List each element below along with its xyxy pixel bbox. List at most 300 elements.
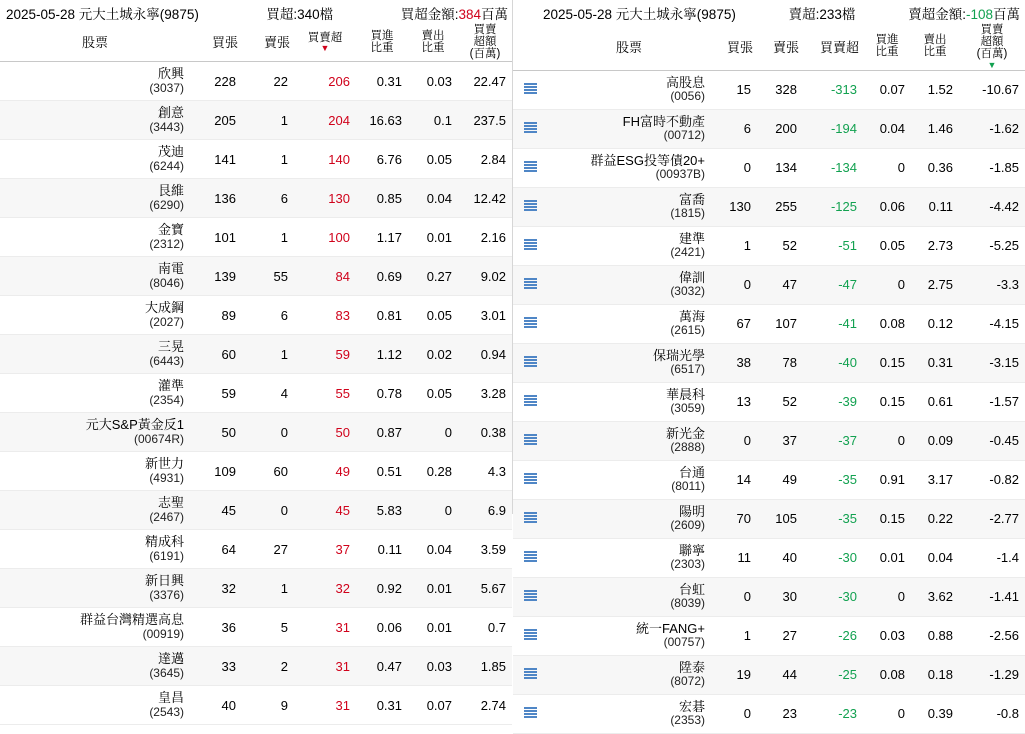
list-icon[interactable] bbox=[524, 707, 537, 718]
buy-ratio: 0.04 bbox=[863, 109, 911, 148]
sell-ratio: 0.05 bbox=[408, 140, 458, 179]
col-header-stock[interactable]: 股票 bbox=[0, 25, 190, 62]
sell-lots: 107 bbox=[757, 304, 803, 343]
buy-lots: 33 bbox=[190, 647, 242, 686]
buy-panel bbox=[0, 0, 512, 719]
buy-ratio: 1.17 bbox=[356, 218, 408, 257]
stock-name: 艮維 bbox=[157, 183, 184, 198]
buy-ratio: 0.03 bbox=[863, 616, 911, 655]
net-amount: -3.15 bbox=[959, 343, 1025, 382]
sell-lots: 328 bbox=[757, 70, 803, 109]
col-header-amount-line1: 買賣 bbox=[980, 24, 1004, 36]
list-icon[interactable] bbox=[524, 200, 537, 211]
buy-amount-prefix: 買超金額: bbox=[400, 7, 459, 22]
stock-name-cell[interactable] bbox=[547, 694, 711, 733]
net-amount: -1.85 bbox=[959, 148, 1025, 187]
table-row[interactable] bbox=[0, 491, 512, 530]
list-icon-cell[interactable] bbox=[513, 655, 547, 694]
sell-ratio: 1.46 bbox=[911, 109, 959, 148]
stock-name-cell[interactable] bbox=[0, 413, 190, 452]
col-header-buy-ratio-line2: 比重 bbox=[370, 42, 394, 54]
table-row[interactable] bbox=[513, 187, 1025, 226]
stock-name-cell[interactable] bbox=[0, 335, 190, 374]
sort-desc-icon: ▼ bbox=[987, 59, 997, 70]
stock-name-cell[interactable] bbox=[547, 226, 711, 265]
buy-ratio: 0.06 bbox=[356, 608, 408, 647]
table-row[interactable] bbox=[0, 452, 512, 491]
list-icon[interactable] bbox=[524, 668, 537, 679]
buy-lots: 50 bbox=[190, 413, 242, 452]
list-icon[interactable] bbox=[524, 473, 537, 484]
list-icon[interactable] bbox=[524, 551, 537, 562]
col-header-buy-lots[interactable]: 買張 bbox=[190, 25, 242, 62]
stock-name: 新世力 bbox=[144, 456, 184, 471]
net-amount: -5.25 bbox=[959, 226, 1025, 265]
buy-lots: 228 bbox=[190, 62, 242, 101]
col-header-amount-line2: 超額 bbox=[473, 36, 497, 49]
stock-name-cell[interactable] bbox=[0, 101, 190, 140]
list-icon-cell[interactable] bbox=[513, 577, 547, 616]
net-amount: 3.28 bbox=[458, 374, 512, 413]
buy-lots: 205 bbox=[190, 101, 242, 140]
stock-name-cell[interactable] bbox=[547, 460, 711, 499]
list-icon[interactable] bbox=[524, 239, 537, 250]
net-lots: 59 bbox=[294, 335, 356, 374]
sell-lots: 27 bbox=[757, 616, 803, 655]
list-icon-cell[interactable] bbox=[513, 694, 547, 733]
buy-panel-header bbox=[0, 0, 512, 25]
table-row[interactable] bbox=[0, 686, 512, 725]
list-icon[interactable] bbox=[524, 161, 537, 172]
list-icon-cell[interactable] bbox=[513, 538, 547, 577]
table-row[interactable] bbox=[0, 296, 512, 335]
net-lots: 204 bbox=[294, 101, 356, 140]
buy-ratio: 0.92 bbox=[356, 569, 408, 608]
stock-name: 達邁 bbox=[157, 651, 184, 666]
stock-name-cell[interactable] bbox=[0, 569, 190, 608]
stock-code: (0056) bbox=[670, 89, 705, 104]
stock-name-cell[interactable] bbox=[547, 616, 711, 655]
stock-name-cell[interactable] bbox=[547, 109, 711, 148]
list-icon-cell[interactable] bbox=[513, 109, 547, 148]
stock-name-cell[interactable] bbox=[0, 530, 190, 569]
net-amount: 12.42 bbox=[458, 179, 512, 218]
sell-lots: 5 bbox=[242, 608, 294, 647]
net-lots: -41 bbox=[803, 304, 863, 343]
list-icon[interactable] bbox=[524, 629, 537, 640]
stock-code: (2303) bbox=[670, 557, 705, 572]
stock-name: FH富時不動產 bbox=[622, 113, 705, 129]
table-row[interactable] bbox=[513, 109, 1025, 148]
table-row[interactable] bbox=[0, 218, 512, 257]
stock-code: (2027) bbox=[149, 314, 184, 329]
stock-name-cell[interactable] bbox=[0, 179, 190, 218]
buy-ratio: 0.87 bbox=[356, 413, 408, 452]
stock-name-cell[interactable] bbox=[547, 577, 711, 616]
sell-amount-unit: 百萬 bbox=[993, 7, 1020, 22]
table-row[interactable] bbox=[513, 304, 1025, 343]
sell-ratio: 0.28 bbox=[408, 452, 458, 491]
list-icon[interactable] bbox=[524, 590, 537, 601]
sell-lots: 4 bbox=[242, 374, 294, 413]
table-row[interactable] bbox=[0, 257, 512, 296]
sell-lots: 52 bbox=[757, 382, 803, 421]
stock-code: (00937B) bbox=[655, 167, 705, 182]
table-row[interactable] bbox=[513, 421, 1025, 460]
col-header-buy-ratio[interactable] bbox=[863, 25, 911, 70]
sell-count-label: 賣超:233檔 bbox=[788, 7, 856, 22]
stock-name: 創意 bbox=[157, 105, 184, 120]
stock-name-cell[interactable] bbox=[547, 382, 711, 421]
sell-ratio: 1.52 bbox=[911, 70, 959, 109]
list-icon-cell[interactable] bbox=[513, 460, 547, 499]
stock-name: 皇昌 bbox=[157, 690, 184, 705]
buy-lots: 64 bbox=[190, 530, 242, 569]
net-amount: -2.56 bbox=[959, 616, 1025, 655]
buy-ratio: 0.08 bbox=[863, 655, 911, 694]
stock-name-cell[interactable] bbox=[547, 304, 711, 343]
list-icon-cell[interactable] bbox=[513, 70, 547, 109]
col-header-sell-lots[interactable]: 賣張 bbox=[757, 25, 803, 70]
buy-lots: 89 bbox=[190, 296, 242, 335]
stock-code: (2312) bbox=[149, 236, 184, 251]
buy-ratio: 0 bbox=[863, 148, 911, 187]
net-lots: 55 bbox=[294, 374, 356, 413]
stock-code: (2421) bbox=[670, 245, 705, 260]
sell-amount-value: -108 bbox=[965, 7, 993, 22]
sell-lots: 1 bbox=[242, 218, 294, 257]
net-amount: -3.3 bbox=[959, 265, 1025, 304]
sell-lots: 60 bbox=[242, 452, 294, 491]
buy-ratio: 0.15 bbox=[863, 343, 911, 382]
list-icon[interactable] bbox=[524, 512, 537, 523]
table-row[interactable] bbox=[513, 148, 1025, 187]
list-icon-cell[interactable] bbox=[513, 187, 547, 226]
col-header-sell-ratio[interactable] bbox=[408, 25, 458, 62]
buy-ratio: 0.31 bbox=[356, 62, 408, 101]
sell-ratio: 0.04 bbox=[408, 530, 458, 569]
sell-ratio: 0.03 bbox=[408, 647, 458, 686]
buy-ratio: 0.15 bbox=[863, 382, 911, 421]
col-header-buy-ratio-line1: 買進 bbox=[370, 30, 394, 43]
sell-ratio: 0.02 bbox=[408, 335, 458, 374]
sell-ratio: 3.62 bbox=[911, 577, 959, 616]
net-lots: 45 bbox=[294, 491, 356, 530]
buy-count-label: 買超:340檔 bbox=[266, 7, 334, 22]
stock-code: (00757) bbox=[663, 635, 705, 650]
list-icon-cell[interactable] bbox=[513, 421, 547, 460]
col-header-amount[interactable] bbox=[458, 25, 512, 62]
buy-ratio: 0.15 bbox=[863, 499, 911, 538]
table-row[interactable] bbox=[0, 413, 512, 452]
stock-code: (2354) bbox=[149, 392, 184, 407]
sell-lots: 0 bbox=[242, 491, 294, 530]
sell-panel bbox=[512, 0, 1024, 728]
buy-ratio: 0.78 bbox=[356, 374, 408, 413]
stock-name-cell[interactable] bbox=[0, 647, 190, 686]
stock-code: (2543) bbox=[149, 704, 184, 719]
stock-code: (3376) bbox=[149, 587, 184, 602]
sell-ratio: 0.12 bbox=[911, 304, 959, 343]
buy-lots: 38 bbox=[711, 343, 757, 382]
net-amount: 4.3 bbox=[458, 452, 512, 491]
sell-lots: 1 bbox=[242, 335, 294, 374]
list-icon[interactable] bbox=[524, 83, 537, 94]
sort-desc-icon: ▼ bbox=[320, 43, 330, 54]
sell-lots: 40 bbox=[757, 538, 803, 577]
stock-code: (3032) bbox=[670, 284, 705, 299]
stock-name: 保瑞光學 bbox=[652, 347, 705, 363]
sell-lots: 200 bbox=[757, 109, 803, 148]
table-row[interactable] bbox=[513, 460, 1025, 499]
list-icon-cell[interactable] bbox=[513, 382, 547, 421]
buy-ratio: 5.83 bbox=[356, 491, 408, 530]
list-icon-cell[interactable] bbox=[513, 265, 547, 304]
col-header-amount[interactable] bbox=[959, 25, 1025, 70]
buy-ratio: 0 bbox=[863, 694, 911, 733]
net-lots: 206 bbox=[294, 62, 356, 101]
table-row[interactable] bbox=[513, 382, 1025, 421]
buy-lots: 40 bbox=[190, 686, 242, 725]
table-row[interactable] bbox=[513, 577, 1025, 616]
buy-lots: 45 bbox=[190, 491, 242, 530]
table-row[interactable] bbox=[513, 70, 1025, 109]
stock-name-cell[interactable] bbox=[547, 187, 711, 226]
net-lots: -47 bbox=[803, 265, 863, 304]
net-lots: -23 bbox=[803, 694, 863, 733]
stock-name: 新光金 bbox=[665, 425, 705, 441]
buy-lots: 0 bbox=[711, 421, 757, 460]
net-amount: 22.47 bbox=[458, 62, 512, 101]
sell-lots: 105 bbox=[757, 499, 803, 538]
net-lots: -51 bbox=[803, 226, 863, 265]
stock-name-cell[interactable] bbox=[547, 70, 711, 109]
sell-ratio: 0.05 bbox=[408, 296, 458, 335]
buy-ratio: 0.31 bbox=[356, 686, 408, 725]
col-header-amount-line3: (百萬) bbox=[469, 47, 501, 60]
stock-name-cell[interactable] bbox=[0, 62, 190, 101]
col-header-sell-ratio-line2: 比重 bbox=[421, 42, 445, 54]
col-header-sell-ratio-line1: 賣出 bbox=[421, 30, 445, 43]
net-lots: -125 bbox=[803, 187, 863, 226]
stock-name: 南電 bbox=[157, 261, 184, 276]
sell-ratio: 0.05 bbox=[408, 374, 458, 413]
col-header-buy-ratio-line2: 比重 bbox=[875, 46, 899, 59]
stock-name-cell[interactable] bbox=[0, 452, 190, 491]
list-icon[interactable] bbox=[524, 278, 537, 289]
table-row[interactable] bbox=[0, 140, 512, 179]
sell-panel-title: 2025-05-28 元大土城永寧(9875) bbox=[543, 7, 736, 22]
stock-name-cell[interactable] bbox=[0, 140, 190, 179]
sell-lots: 30 bbox=[757, 577, 803, 616]
stock-name-cell[interactable] bbox=[0, 257, 190, 296]
stock-name-cell[interactable] bbox=[547, 265, 711, 304]
stock-code: (8039) bbox=[670, 596, 705, 611]
col-header-amount-line3: (百萬) bbox=[976, 47, 1008, 60]
buy-ratio: 16.63 bbox=[356, 101, 408, 140]
sell-table-body bbox=[513, 70, 1025, 733]
buy-lots: 15 bbox=[711, 70, 757, 109]
list-icon-cell[interactable] bbox=[513, 304, 547, 343]
col-header-buy-ratio-line1: 買進 bbox=[875, 34, 899, 47]
stock-name-cell[interactable] bbox=[0, 218, 190, 257]
table-row[interactable] bbox=[0, 335, 512, 374]
list-icon-cell[interactable] bbox=[513, 616, 547, 655]
table-row[interactable] bbox=[513, 343, 1025, 382]
stock-name-cell[interactable] bbox=[547, 421, 711, 460]
stock-name: 萬海 bbox=[678, 308, 705, 324]
table-row[interactable] bbox=[0, 569, 512, 608]
buy-lots: 101 bbox=[190, 218, 242, 257]
stock-name: 灌準 bbox=[157, 378, 184, 393]
list-icon-cell[interactable] bbox=[513, 148, 547, 187]
stock-name-cell[interactable] bbox=[0, 491, 190, 530]
sell-lots: 1 bbox=[242, 569, 294, 608]
table-row[interactable] bbox=[0, 608, 512, 647]
table-row[interactable] bbox=[513, 265, 1025, 304]
net-lots: -30 bbox=[803, 538, 863, 577]
list-icon[interactable] bbox=[524, 356, 537, 367]
col-header-net[interactable]: 買賣超 bbox=[803, 25, 863, 70]
table-row[interactable] bbox=[513, 538, 1025, 577]
buy-ratio: 0 bbox=[863, 265, 911, 304]
sell-ratio: 0.01 bbox=[408, 569, 458, 608]
buy-lots: 59 bbox=[190, 374, 242, 413]
sell-lots: 134 bbox=[757, 148, 803, 187]
buy-lots: 19 bbox=[711, 655, 757, 694]
sell-ratio: 0 bbox=[408, 413, 458, 452]
buy-lots: 1 bbox=[711, 226, 757, 265]
sell-ratio: 0.27 bbox=[408, 257, 458, 296]
stock-name-cell[interactable] bbox=[547, 148, 711, 187]
sell-ratio: 0.31 bbox=[911, 343, 959, 382]
net-amount: 2.84 bbox=[458, 140, 512, 179]
col-header-buy-lots[interactable]: 買張 bbox=[711, 25, 757, 70]
buy-ratio: 0.08 bbox=[863, 304, 911, 343]
net-lots: -37 bbox=[803, 421, 863, 460]
net-amount: -1.4 bbox=[959, 538, 1025, 577]
buy-lots: 0 bbox=[711, 148, 757, 187]
list-icon[interactable] bbox=[524, 122, 537, 133]
table-row[interactable] bbox=[0, 62, 512, 101]
buy-ratio: 0 bbox=[863, 421, 911, 460]
table-row[interactable] bbox=[513, 226, 1025, 265]
sell-lots: 1 bbox=[242, 101, 294, 140]
net-lots: -30 bbox=[803, 577, 863, 616]
stock-name: 新日興 bbox=[144, 573, 184, 588]
table-row[interactable] bbox=[0, 101, 512, 140]
net-amount: 2.74 bbox=[458, 686, 512, 725]
net-lots: -39 bbox=[803, 382, 863, 421]
net-amount: 3.01 bbox=[458, 296, 512, 335]
sell-ratio: 3.17 bbox=[911, 460, 959, 499]
stock-code: (2615) bbox=[670, 323, 705, 338]
stock-code: (3443) bbox=[149, 119, 184, 134]
list-icon-cell[interactable] bbox=[513, 226, 547, 265]
stock-name: 統一FANG+ bbox=[636, 620, 705, 636]
stock-code: (2353) bbox=[670, 713, 705, 728]
list-icon[interactable] bbox=[524, 434, 537, 445]
stock-name: 偉訓 bbox=[678, 269, 705, 285]
stock-name-cell[interactable] bbox=[547, 655, 711, 694]
table-row[interactable] bbox=[0, 530, 512, 569]
net-amount: 1.85 bbox=[458, 647, 512, 686]
stock-name-cell[interactable] bbox=[0, 374, 190, 413]
stock-name: 台虹 bbox=[678, 581, 705, 597]
stock-code: (6443) bbox=[149, 353, 184, 368]
stock-name: 欣興 bbox=[157, 66, 184, 81]
net-amount: -4.15 bbox=[959, 304, 1025, 343]
stock-name-cell[interactable] bbox=[0, 686, 190, 725]
stock-code: (3037) bbox=[149, 80, 184, 95]
buy-lots: 6 bbox=[711, 109, 757, 148]
buy-lots: 11 bbox=[711, 538, 757, 577]
buy-ratio: 0.85 bbox=[356, 179, 408, 218]
stock-name: 元大S&P黃金反1 bbox=[85, 417, 184, 432]
stock-code: (3645) bbox=[149, 665, 184, 680]
net-amount: 6.9 bbox=[458, 491, 512, 530]
stock-code: (4931) bbox=[149, 470, 184, 485]
stock-name-cell[interactable] bbox=[0, 608, 190, 647]
sell-ratio: 0 bbox=[408, 491, 458, 530]
stock-name-cell[interactable] bbox=[0, 296, 190, 335]
table-row[interactable] bbox=[513, 655, 1025, 694]
list-icon-cell[interactable] bbox=[513, 499, 547, 538]
net-amount: 237.5 bbox=[458, 101, 512, 140]
list-icon-cell[interactable] bbox=[513, 343, 547, 382]
sell-lots: 55 bbox=[242, 257, 294, 296]
sell-ratio: 0.11 bbox=[911, 187, 959, 226]
stock-code: (8046) bbox=[149, 275, 184, 290]
table-row[interactable] bbox=[0, 647, 512, 686]
net-lots: 31 bbox=[294, 647, 356, 686]
table-row[interactable] bbox=[513, 499, 1025, 538]
net-lots: 100 bbox=[294, 218, 356, 257]
net-lots: 130 bbox=[294, 179, 356, 218]
col-header-sell-ratio-line2: 比重 bbox=[923, 46, 947, 59]
net-amount: -2.77 bbox=[959, 499, 1025, 538]
stock-name-cell[interactable] bbox=[547, 343, 711, 382]
col-header-sell-lots[interactable]: 賣張 bbox=[242, 25, 294, 62]
sell-ratio: 0.88 bbox=[911, 616, 959, 655]
col-header-net[interactable] bbox=[294, 25, 356, 62]
table-row[interactable] bbox=[0, 179, 512, 218]
list-icon[interactable] bbox=[524, 317, 537, 328]
buy-amount-value: 384 bbox=[458, 7, 481, 22]
col-header-buy-ratio[interactable] bbox=[356, 25, 408, 62]
buy-ratio: 0.05 bbox=[863, 226, 911, 265]
net-amount: 0.38 bbox=[458, 413, 512, 452]
stock-name-cell[interactable] bbox=[547, 538, 711, 577]
buy-lots: 1 bbox=[711, 616, 757, 655]
net-amount: -0.82 bbox=[959, 460, 1025, 499]
col-header-stock[interactable]: 股票 bbox=[547, 25, 711, 70]
list-icon[interactable] bbox=[524, 395, 537, 406]
sell-table-header-row bbox=[513, 25, 1025, 70]
stock-name-cell[interactable] bbox=[547, 499, 711, 538]
buy-ratio: 0.07 bbox=[863, 70, 911, 109]
net-amount: -4.42 bbox=[959, 187, 1025, 226]
buy-ratio: 0.01 bbox=[863, 538, 911, 577]
table-row[interactable] bbox=[0, 374, 512, 413]
table-row[interactable] bbox=[513, 616, 1025, 655]
net-amount: 9.02 bbox=[458, 257, 512, 296]
sell-lots: 0 bbox=[242, 413, 294, 452]
sell-lots: 22 bbox=[242, 62, 294, 101]
buy-ratio: 0 bbox=[863, 577, 911, 616]
table-row[interactable] bbox=[513, 694, 1025, 733]
col-header-sell-ratio[interactable] bbox=[911, 25, 959, 70]
